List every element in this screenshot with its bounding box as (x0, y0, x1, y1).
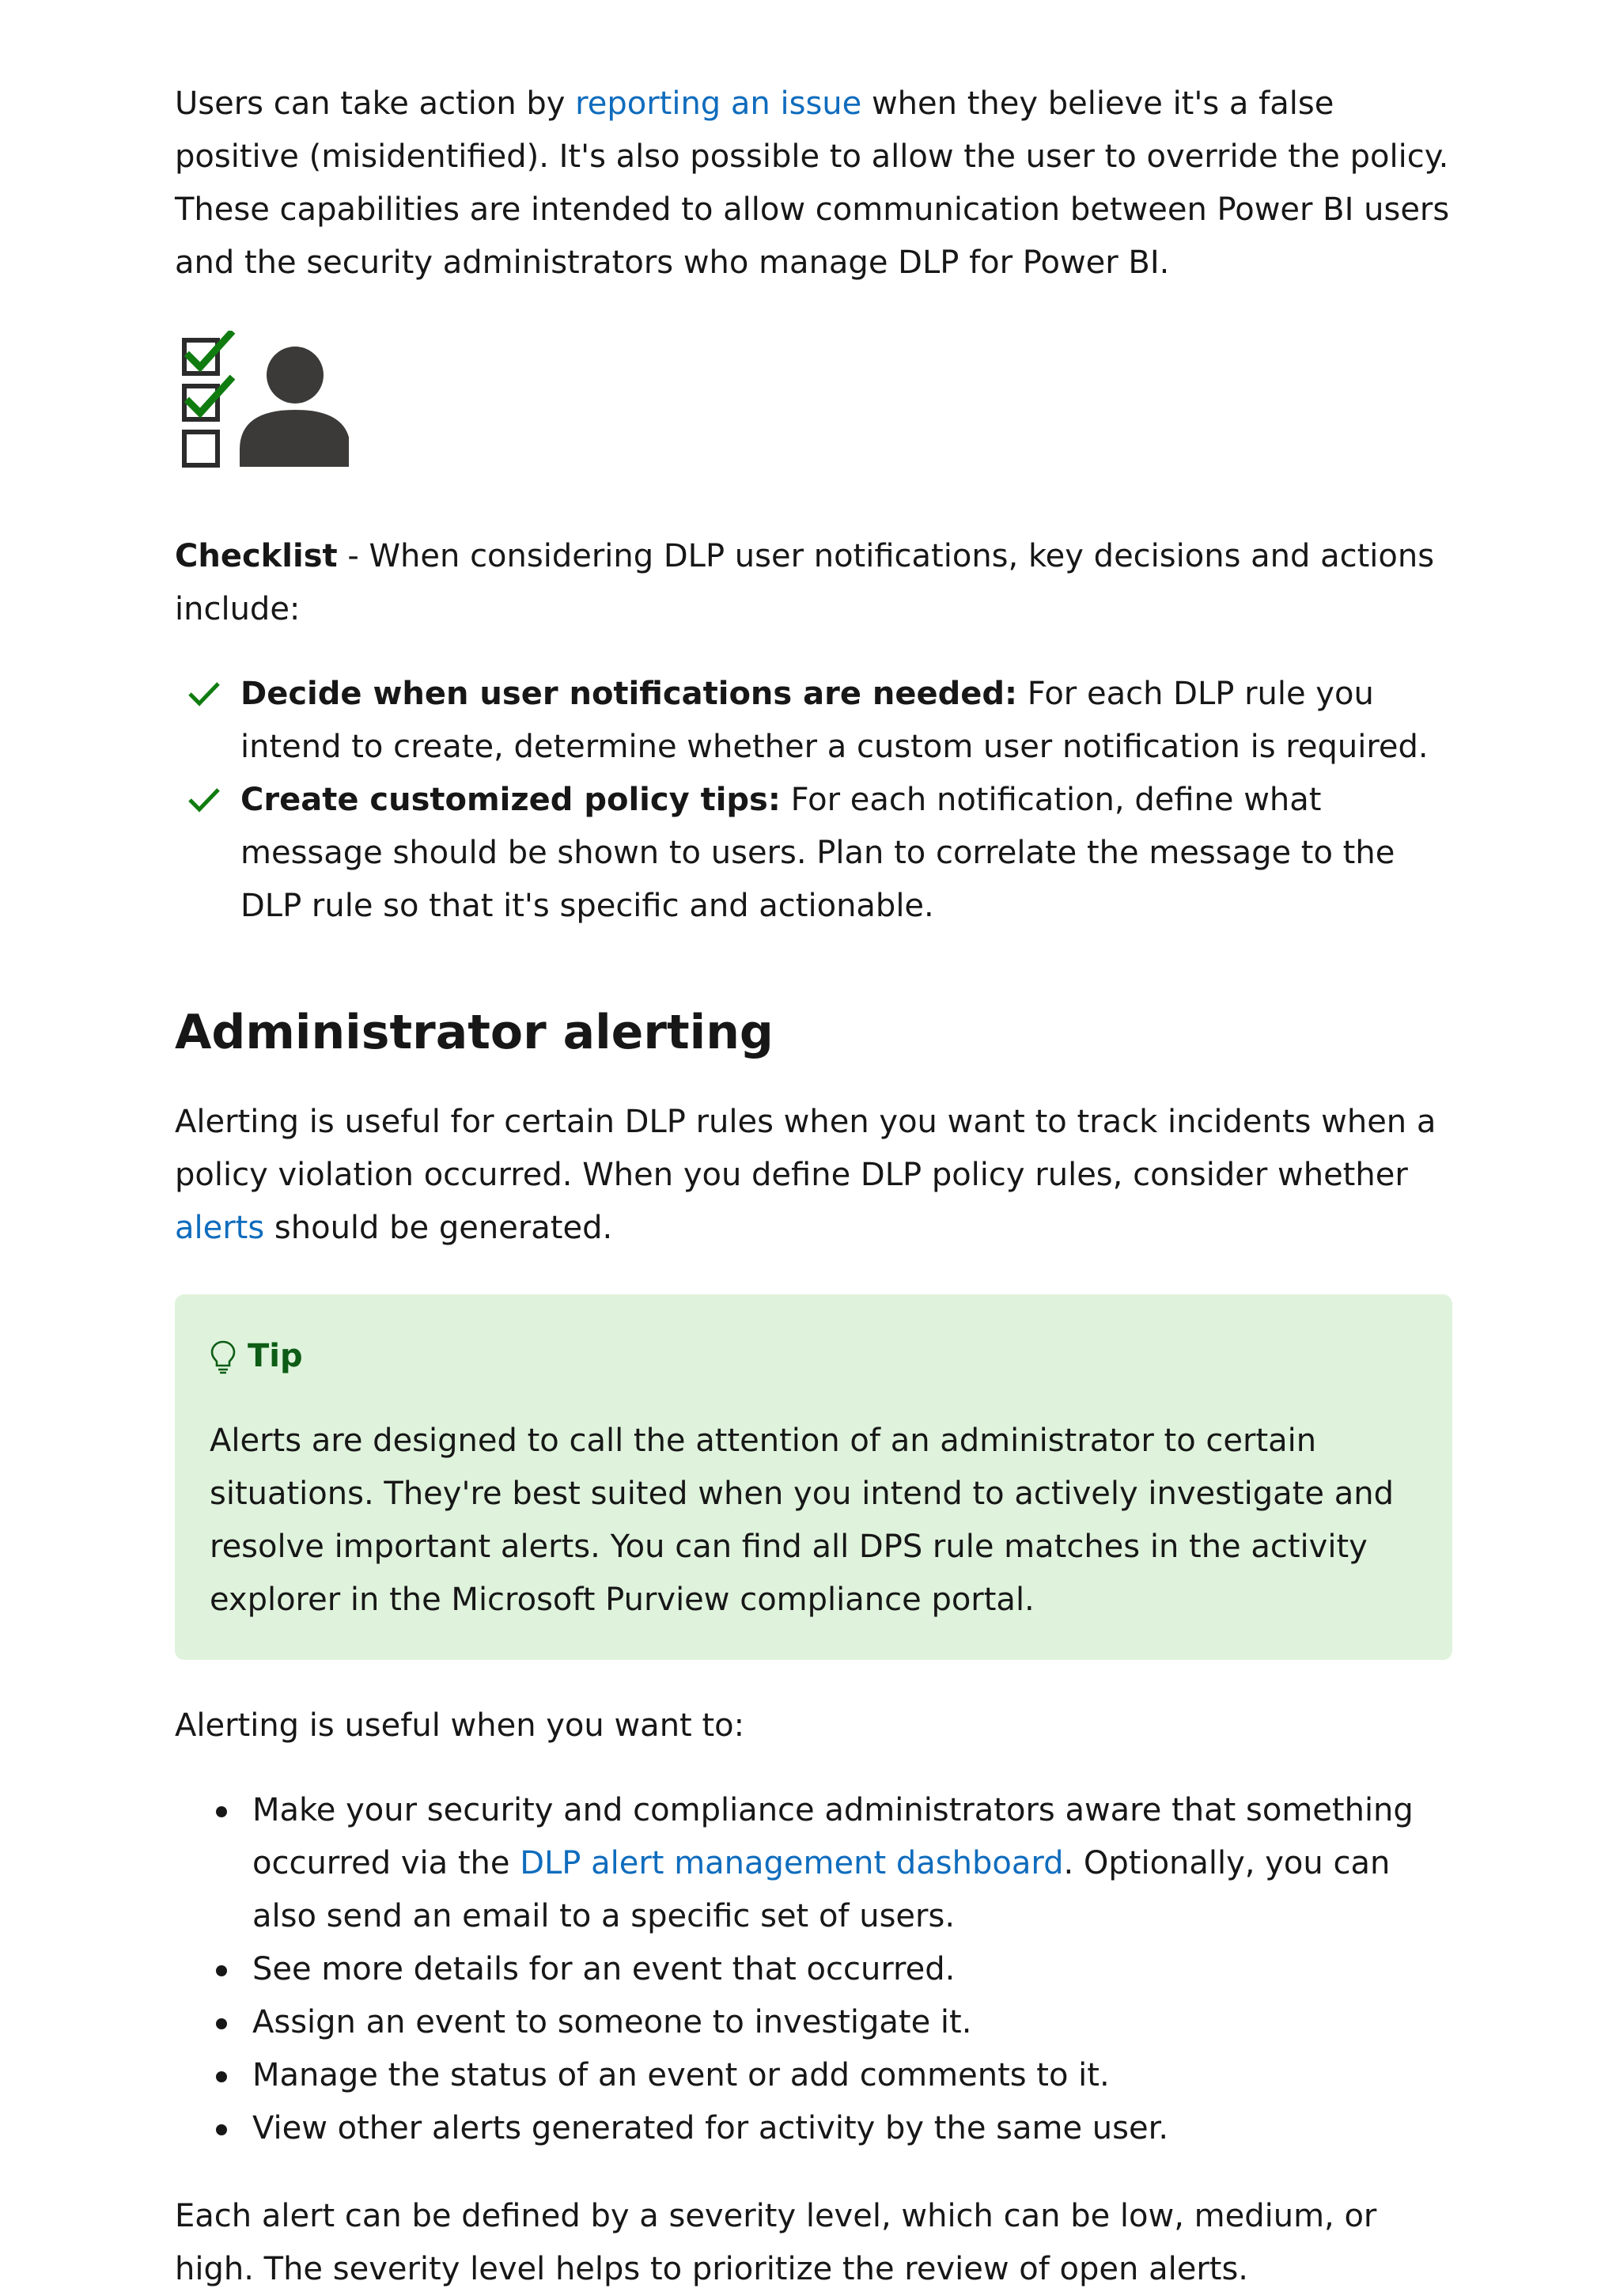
checkmark-icon (187, 786, 221, 813)
severity-paragraph: Each alert can be defined by a severity level, which can be low, medium, or high. The severity level helps to prioritize the review of open alerts. (175, 2198, 1377, 2287)
lightbulb-icon (210, 1339, 237, 1374)
list-item: Make your security and compliance administrators aware that something occurred via the DLP alert management dashboard. Optionally, you can also send an email to a specific set of users. (252, 1784, 1452, 1943)
section-heading: Administrator alerting (175, 1005, 774, 1060)
checklist-item: Decide when user notifications are needed: For each DLP rule you intend to create, determine whether a custom user notification is required. (240, 668, 1452, 774)
alerting-intro: Alerting is useful for certain DLP rules when you want to track incidents when a policy violation occurred. When you define DLP policy rules, consider whether alerts should be generated. (175, 1104, 1436, 1246)
list-item: See more details for an event that occurred. (252, 1943, 1452, 1996)
alerting-uses-list (175, 1784, 1452, 2155)
checklist-user-icon (175, 331, 349, 473)
tip-body: Alerts are designed to call the attention of an administrator to certain situations. They're best suited when you intend to actively investigate and resolve important alerts. You can find all DPS rule matches in the activity explorer in the Microsoft Purview compliance portal. (210, 1423, 1394, 1618)
tip-callout (175, 1294, 1452, 1660)
checklist-item: Create customized policy tips: For each notification, define what message should be shown to users. Plan to correlate the message to the DLP rule so that it's specific and actionable. (240, 774, 1452, 933)
tip-header (210, 1330, 1418, 1383)
alerting-useful-lead: Alerting is useful when you want to: (175, 1707, 745, 1744)
article-content (175, 78, 1452, 2296)
checklist-items (175, 668, 1452, 933)
alerts-link[interactable]: alerts (175, 1210, 265, 1246)
checklist-lead: Checklist - When considering DLP user notifications, key decisions and actions include: (175, 538, 1435, 627)
checkmark-icon (187, 680, 221, 707)
tip-title: Tip (248, 1338, 303, 1374)
list-item: Assign an event to someone to investigate it. (252, 1996, 1452, 2049)
list-item: View other alerts generated for activity by the same user. (252, 2102, 1452, 2155)
dlp-alert-dashboard-link[interactable]: DLP alert management dashboard (520, 1845, 1064, 1881)
reporting-issue-link[interactable]: reporting an issue (575, 85, 862, 122)
list-item: Manage the status of an event or add comments to it. (252, 2049, 1452, 2102)
intro-paragraph: Users can take action by reporting an issue when they believe it's a false positive (misidentified). It's also possible to allow the user to override the policy. These capabilities are intended to allow communication between Power BI users and the security administrators who manage DLP for Power BI. (175, 85, 1450, 281)
